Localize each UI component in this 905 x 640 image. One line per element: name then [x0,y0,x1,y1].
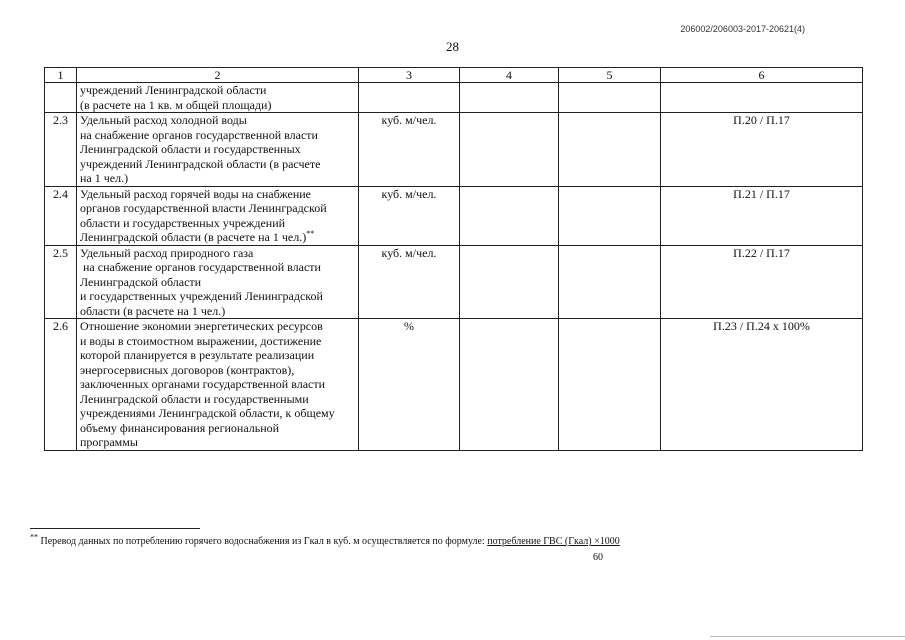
row-formula: П.23 / П.24 х 100% [661,319,863,451]
description-line: Удельный расход природного газа [80,245,254,260]
description-line: области и государственных учреждений [80,215,286,230]
row-unit: куб. м/чел. [359,245,460,319]
header-cell: 2 [77,68,359,83]
row-col4 [460,245,559,319]
row-description [77,186,359,245]
description-line: на снабжение органов государственной власти [80,127,318,142]
description-line: (в расчете на 1 кв. м общей площади) [80,97,272,112]
description-line: учреждениями Ленинградской области, к общему [80,406,335,420]
row-unit [359,83,460,113]
footnote-formula-numerator: потребление ГВС (Гкал) ×1000 [487,536,620,547]
description-line [80,230,355,245]
row-formula: П.21 / П.17 [661,186,863,245]
row-col5 [559,83,661,113]
footnote-marker: ** [306,229,315,238]
description-line: Ленинградской области и государственными [80,391,309,406]
scan-edge-line [710,636,905,637]
header-cell: 4 [460,68,559,83]
row-number: 2.4 [45,186,77,245]
row-col4 [460,83,559,113]
description-line: Удельный расход холодной воды [80,113,247,127]
description-line: на снабжение органов государственной власти [80,260,321,274]
row-description [77,245,359,319]
description-line: учреждений Ленинградской области (в расчете [80,156,321,171]
footnote-text: Перевод данных по потреблению горячего водоснабжения из Гкал в куб. м осуществляется по формуле: [38,536,488,547]
row-formula: П.20 / П.17 [661,113,863,187]
description-line: Ленинградской области [80,274,202,289]
description-line: заключенных органами государственной власти [80,377,326,391]
table-header-row [45,68,863,83]
description-line: Удельный расход горячей воды на снабжение [80,186,311,201]
row-col5 [559,113,661,187]
indicator-table [44,67,863,451]
header-cell: 6 [661,68,863,83]
row-description [77,319,359,451]
header-cell: 5 [559,68,661,83]
description-line: энергосервисных договоров (контрактов), [80,362,295,377]
header-cell: 3 [359,68,460,83]
description-line: и воды в стоимостном выражении, достижение [80,333,322,348]
row-col4 [460,186,559,245]
row-col5 [559,186,661,245]
row-col4 [460,319,559,451]
row-formula: П.22 / П.17 [661,245,863,319]
description-line: учреждений Ленинградской области [80,83,267,97]
row-formula [661,83,863,113]
footnote [30,532,620,547]
description-line: на 1 чел.) [80,171,129,185]
footnote-marker: ** [30,532,38,542]
table-row-continuation [45,83,863,113]
description-line: Отношение экономии энергетических ресурсов [80,319,323,333]
table-row [45,113,863,187]
description-line: Ленинградской области и государственных [80,142,301,156]
table-row [45,245,863,319]
row-unit: куб. м/чел. [359,186,460,245]
header-cell: 1 [45,68,77,83]
row-number: 2.3 [45,113,77,187]
document-id: 206002/206003-2017-20621(4) [680,24,805,34]
description-line-text: Ленинградской области (в расчете на 1 чел.) [80,230,307,244]
description-line: органов государственной власти Ленинградской [80,201,327,215]
row-col4 [460,113,559,187]
footnote-divider [30,528,200,529]
row-col5 [559,245,661,319]
row-number [45,83,77,113]
row-number: 2.6 [45,319,77,451]
row-unit: % [359,319,460,451]
table-row [45,186,863,245]
row-unit: куб. м/чел. [359,113,460,187]
row-description [77,113,359,187]
description-line: объему финансирования региональной [80,420,280,435]
description-line: и государственных учреждений Ленинградской [80,289,323,303]
row-description [77,83,359,113]
description-line: программы [80,435,138,449]
table-row [45,319,863,451]
row-number: 2.5 [45,245,77,319]
description-line: области (в расчете на 1 чел.) [80,303,226,318]
footnote-formula-denominator: 60 [593,552,603,563]
row-col5 [559,319,661,451]
description-line: которой планируется в результате реализации [80,348,315,362]
page-number: 28 [446,39,459,54]
